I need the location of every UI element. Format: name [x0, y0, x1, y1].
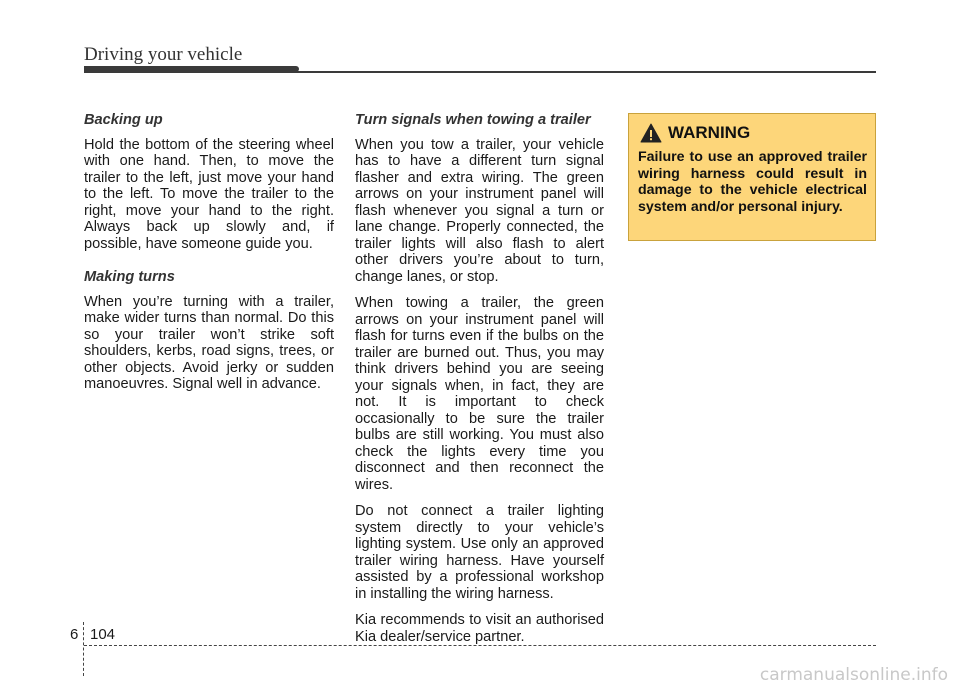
section-number: 6 — [70, 626, 79, 643]
page-header-title: Driving your vehicle — [84, 44, 243, 65]
making-turns-text: When you’re turning with a trailer, make wider turns than normal. Do this so your trailer won’t strike soft shoulders, kerbs, road signs, trees, or other objects. Avoid jerky or sudden manoeuvres. Signal well in advance. — [84, 293, 334, 392]
turn-signals-paragraph-3: Do not connect a trailer lighting system directly to your vehicle’s lighting system. Use only an approved trailer wiring harness. Have yourself assisted by a professional workshop in installing the wiring harness. — [355, 503, 604, 602]
left-column — [84, 112, 334, 403]
warning-triangle-icon — [640, 123, 662, 143]
middle-column — [355, 112, 604, 655]
footer-divider — [83, 622, 85, 676]
backing-up-heading: Backing up — [84, 112, 163, 128]
warning-box — [628, 113, 876, 241]
warning-text: Failure to use an approved trailer wiring harness could result in damage to the vehicle electrical system and/or personal injury. — [638, 149, 867, 215]
turn-signals-paragraph-1: When you tow a trailer, your vehicle has to have a different turn signal flasher and extra wiring. The green arrows on your instrument panel will flash whenever you signal a turn or lane change. Properly connected, the trailer lights will also flash to alert other drivers you’re about to turn, change lanes, or stop. — [355, 136, 604, 285]
watermark: carmanualsonline.info — [759, 665, 948, 685]
making-turns-heading: Making turns — [84, 269, 175, 285]
warning-header — [640, 123, 867, 143]
header-rule — [84, 71, 876, 73]
warning-title: WARNING — [668, 123, 751, 142]
backing-up-text: Hold the bottom of the steering wheel with one hand. Then, to move the trailer to the left, just move your hand to the left. To move the trailer to the right, move your hand to the right. Always back up slowly and, if possible, have someone guide you. — [84, 136, 334, 252]
page-number: 104 — [90, 626, 116, 643]
turn-signals-paragraph-2: When towing a trailer, the green arrows on your instrument panel will flash for turns even if the bulbs on the trailer are burned out. Thus, you may think drivers behind you are seeing your signals when, in fact, they are not. It is important to check occasionally to be sure the trailer bulbs are still working. You must also check the lights every time you disconnect and then reconnect the wires. — [355, 295, 604, 493]
turn-signals-paragraph-4: Kia recommends to visit an authorised Kia dealer/service partner. — [355, 612, 604, 645]
footer-rule — [84, 645, 876, 646]
turn-signals-heading: Turn signals when towing a trailer — [355, 112, 591, 128]
